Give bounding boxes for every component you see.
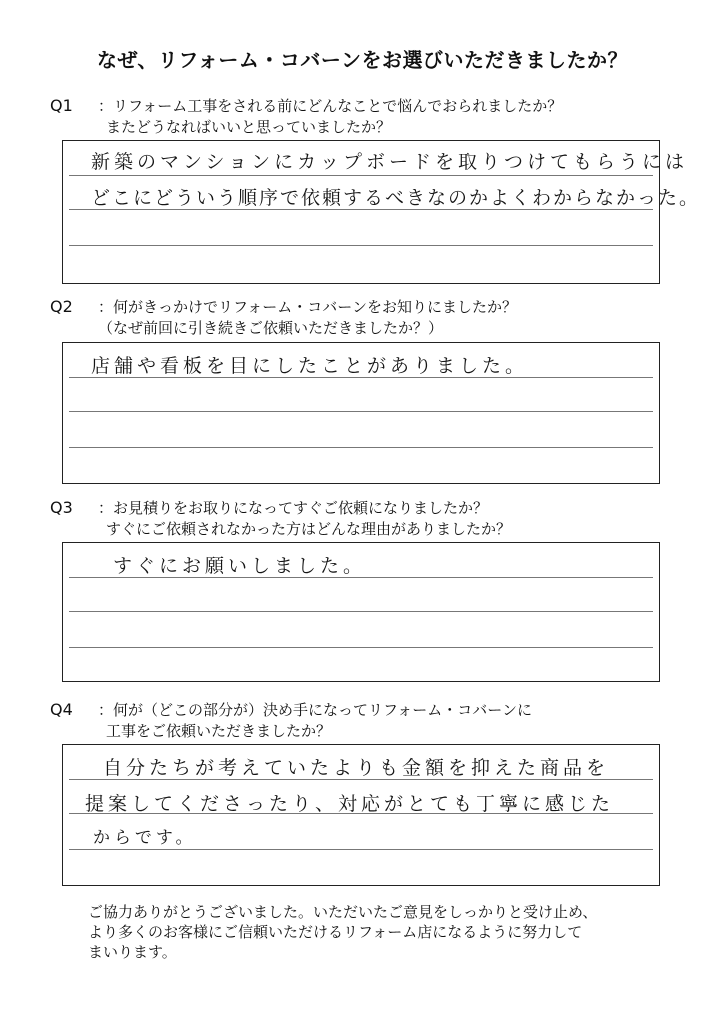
answer-text: 提案してくださったり、対応がとても丁寧に感じた [85,793,615,815]
answer-box-2 [62,342,660,484]
question-text: ：お見積りをお取りになってすぐご依頼になりましたか？ すぐにご依頼されなかった方はどんな理由がありましたか？ [98,499,512,538]
answer-text: どこにどういう順序で依頼するべきなのかよくわからなかった。 [91,187,701,209]
question-text: ：何が（どこの部分が）決め手になってリフォーム・コバーンに 工事をご依頼いただきましたか？ [98,701,532,740]
question-1 [50,96,670,136]
closing-message: ご協力ありがとうございました。いただいたご意見をしっかりと受け止め、 より多くのお客様にご信頼いただけるリフォーム店になるように努力して まいります。 [88,903,598,961]
answer-box-1 [62,140,701,284]
question-text: ：何がきっかけでリフォーム・コバーンをお知りにましたか？ （なぜ前回に引き続きご依頼いただきましたか？） [98,298,517,337]
question-label: Q2 [50,297,73,316]
question-label: Q1 [50,96,73,115]
question-text: ：リフォーム工事をされる前にどんなことで悩んでおられましたか？ またどうなればいいと思っていましたか？ [98,97,563,136]
page-title: なぜ、リフォーム・コバーンをお選びいただきましたか？ [97,48,628,72]
answer-text: 自分たちが考えていたよりも金額を抑えた商品を [103,757,610,779]
answer-text: すぐにお願いしました。 [113,555,367,577]
question-label: Q4 [50,700,73,719]
question-2 [50,297,670,337]
answer-box-4 [62,744,660,886]
answer-box-3 [62,542,660,682]
question-4 [50,700,670,740]
question-label: Q3 [50,498,73,517]
question-3 [50,498,670,538]
answer-text: 店舗や看板を目にしたことがありました。 [91,355,529,377]
answer-text: からです。 [93,828,197,848]
answer-text: 新築のマンションにカップボードを取りつけてもらうには [91,151,688,173]
